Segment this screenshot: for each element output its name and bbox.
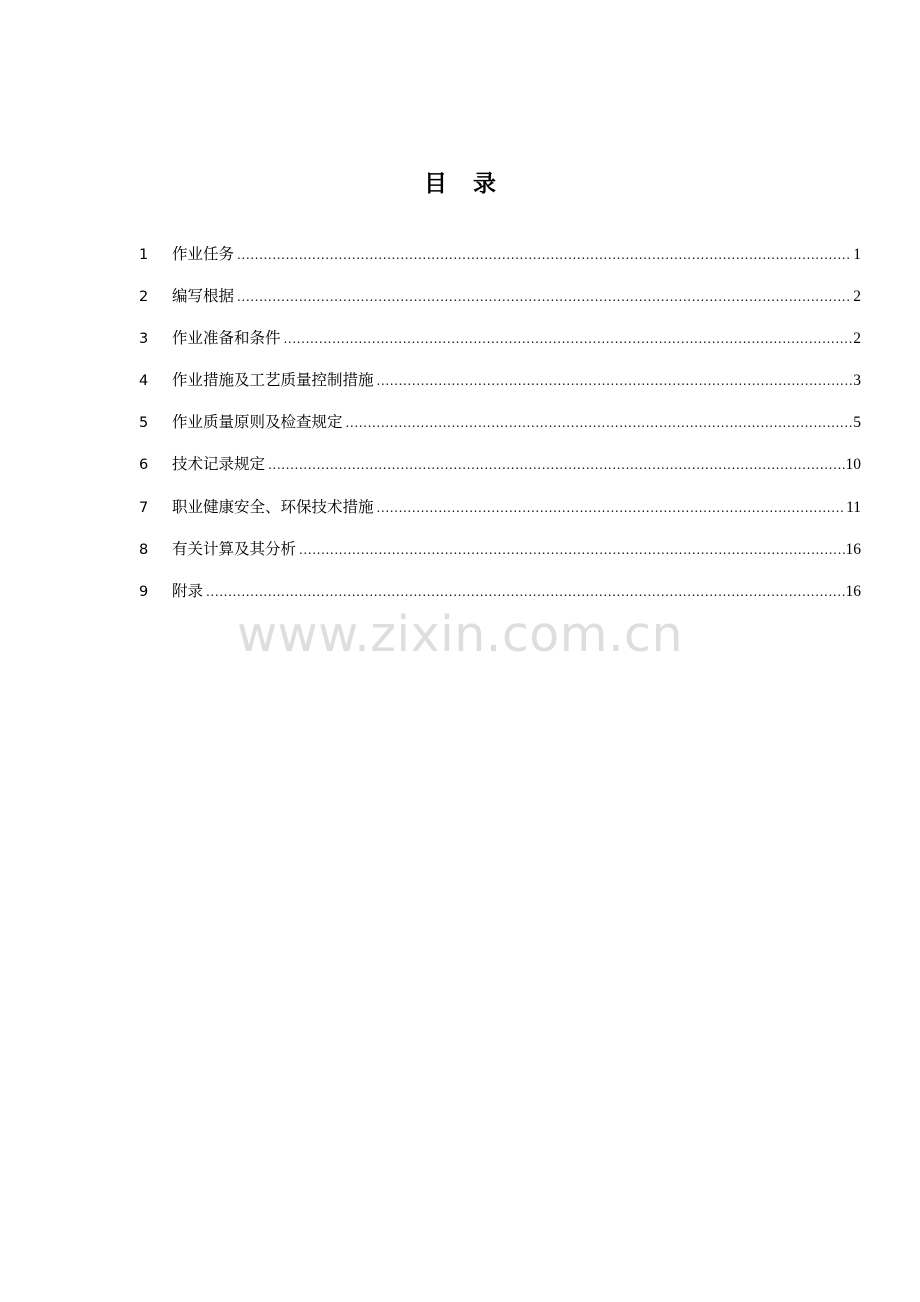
toc-dot-leader xyxy=(377,367,853,395)
toc-entry-page: 2 xyxy=(853,288,861,306)
toc-entry-1[interactable] xyxy=(139,240,861,282)
toc-entry-number: 4 xyxy=(139,373,149,390)
toc-entry-title: 有关计算及其分析 xyxy=(172,539,297,558)
toc-entry-page: 16 xyxy=(845,540,861,558)
toc-title xyxy=(0,168,920,200)
toc-entry-title: 作业任务 xyxy=(172,245,235,263)
toc-entry-title: 作业准备和条件 xyxy=(172,329,281,348)
toc-entry-number: 3 xyxy=(139,331,149,348)
toc-dot-leader xyxy=(268,451,844,479)
toc-entry-page: 1 xyxy=(853,246,861,263)
toc-entry-title: 职业健康安全、环保技术措施 xyxy=(172,497,374,516)
toc-dot-leader xyxy=(237,283,852,311)
toc-dot-leader xyxy=(206,578,844,606)
toc-entry-number: 1 xyxy=(139,247,149,263)
toc-entry-title: 技术记录规定 xyxy=(172,455,266,474)
toc-entry-number: 7 xyxy=(139,499,149,516)
toc-entry-title: 编写根据 xyxy=(172,287,235,306)
toc-entry-page: 11 xyxy=(846,498,861,516)
toc-entry-5[interactable] xyxy=(139,408,861,450)
toc-entry-number: 5 xyxy=(139,415,149,432)
toc-entry-number: 2 xyxy=(139,289,149,306)
toc-dot-leader xyxy=(299,536,844,564)
toc-dot-leader xyxy=(237,241,852,269)
toc-title-char-1: 目 xyxy=(424,171,447,197)
toc-dot-leader xyxy=(377,494,846,522)
toc-entry-title: 附录 xyxy=(172,581,204,600)
toc-dot-leader xyxy=(346,409,853,437)
toc-entry-number: 6 xyxy=(139,457,149,474)
toc-entry-8[interactable] xyxy=(139,535,861,577)
toc-entry-title: 作业措施及工艺质量控制措施 xyxy=(172,371,374,390)
toc-title-char-2: 录 xyxy=(473,171,496,197)
toc-dot-leader xyxy=(284,325,853,353)
toc-list xyxy=(139,240,861,619)
toc-entry-6[interactable] xyxy=(139,450,861,492)
toc-entry-3[interactable] xyxy=(139,324,861,366)
toc-entry-page: 5 xyxy=(853,414,861,432)
toc-entry-number: 8 xyxy=(139,541,149,558)
toc-entry-page: 16 xyxy=(845,582,861,600)
watermark: www.zixin.com.cn xyxy=(236,606,684,663)
toc-entry-page: 3 xyxy=(853,372,861,390)
toc-entry-2[interactable] xyxy=(139,282,861,324)
toc-entry-page: 10 xyxy=(845,456,861,474)
toc-entry-7[interactable] xyxy=(139,493,861,535)
toc-entry-number: 9 xyxy=(139,583,149,600)
toc-entry-page: 2 xyxy=(853,330,861,348)
toc-entry-title: 作业质量原则及检查规定 xyxy=(172,413,343,432)
toc-entry-4[interactable] xyxy=(139,366,861,408)
